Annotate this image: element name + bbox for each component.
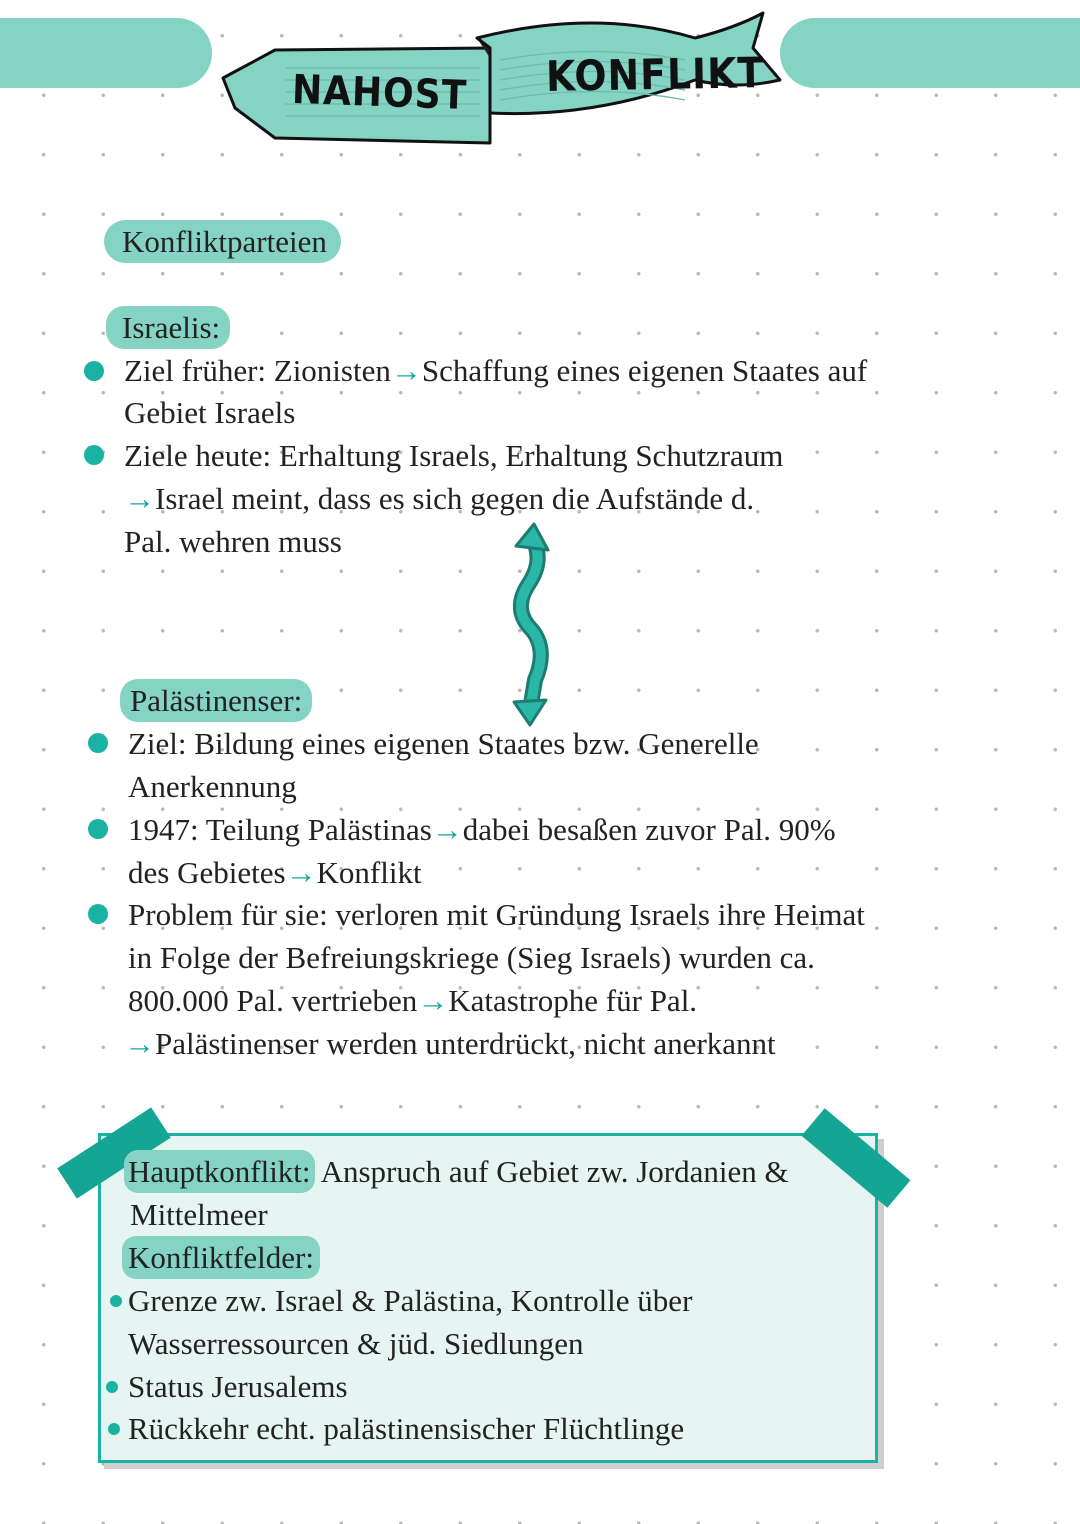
palestinians-problem-l3 bbox=[128, 979, 697, 1022]
palestinians-heading bbox=[120, 679, 312, 722]
bullet-icon bbox=[88, 819, 108, 839]
israelis-defense-text: Israel meint, dass es sich gegen die Aufstände d. bbox=[155, 481, 755, 516]
main-conflict-text: Anspruch auf Gebiet zw. Jordanien & bbox=[320, 1154, 789, 1189]
bullet-icon bbox=[88, 733, 108, 753]
palestinians-oppressed-text: Palästinenser werden unterdrückt, nicht anerkannt bbox=[155, 1026, 776, 1061]
israelis-goal-past-prefix: Ziel früher: Zionisten bbox=[124, 353, 391, 388]
palestinians-heading-text: Palästinenser: bbox=[120, 679, 312, 722]
bullet-icon bbox=[88, 904, 108, 924]
bullet-icon bbox=[108, 1423, 120, 1435]
israelis-goal-today-cont: Pal. wehren muss bbox=[124, 524, 342, 559]
header-bar-left bbox=[0, 18, 212, 88]
palestinians-problem-l3-prefix: 800.000 Pal. vertrieben bbox=[128, 983, 418, 1018]
arrow-icon: → bbox=[417, 983, 449, 1018]
main-conflict-cont: Mittelmeer bbox=[130, 1197, 268, 1232]
palestinians-goal-cont: Anerkennung bbox=[128, 769, 297, 804]
bullet-icon bbox=[84, 445, 104, 465]
double-headed-squiggle-arrow-icon bbox=[490, 520, 580, 730]
banner-title-left: NAHOST bbox=[291, 66, 468, 120]
israelis-goal-past bbox=[124, 349, 867, 392]
field-refugees: Rückkehr echt. palästinensischer Flüchtlinge bbox=[128, 1411, 685, 1446]
bullet-icon bbox=[110, 1295, 122, 1307]
banner-title-right: KONFLIKT bbox=[545, 48, 765, 101]
palestinians-goal: Ziel: Bildung eines eigenen Staates bzw. Generelle bbox=[128, 726, 759, 761]
bullet-icon bbox=[106, 1381, 118, 1393]
palestinians-problem: Problem für sie: verloren mit Gründung Israels ihre Heimat bbox=[128, 897, 865, 932]
field-border-cont: Wasserressourcen & jüd. Siedlungen bbox=[128, 1326, 584, 1361]
palestinians-partition bbox=[128, 808, 836, 851]
section-title-text: Konfliktparteien bbox=[104, 220, 341, 263]
arrow-icon: → bbox=[124, 481, 155, 516]
israelis-goal-past-suffix: Schaffung eines eigenen Staates auf bbox=[421, 353, 868, 388]
palestinians-partition-cont-prefix: des Gebietes bbox=[128, 855, 286, 890]
palestinians-problem-l4 bbox=[124, 1022, 776, 1065]
israelis-heading-text: Israelis: bbox=[106, 306, 230, 349]
main-conflict bbox=[124, 1150, 789, 1193]
field-border: Grenze zw. Israel & Palästina, Kontrolle über bbox=[128, 1283, 693, 1318]
palestinians-partition-prefix: 1947: Teilung Palästinas bbox=[128, 812, 432, 847]
palestinians-partition-cont bbox=[128, 851, 422, 894]
palestinians-partition-cont-suffix: Konflikt bbox=[316, 855, 422, 890]
israelis-heading bbox=[106, 306, 230, 349]
israelis-goal-today-arrow-line bbox=[124, 477, 754, 520]
arrow-icon: → bbox=[431, 812, 463, 847]
israelis-goal-today: Ziele heute: Erhaltung Israels, Erhaltung Schutzraum bbox=[124, 438, 784, 473]
palestinians-problem-l2: in Folge der Befreiungskriege (Sieg Israels) wurden ca. bbox=[128, 940, 815, 975]
main-conflict-label: Hauptkonflikt: bbox=[124, 1150, 315, 1193]
arrow-icon: → bbox=[124, 1026, 155, 1061]
palestinians-partition-suffix: dabei besaßen zuvor Pal. 90% bbox=[462, 812, 836, 847]
arrow-icon: → bbox=[390, 353, 422, 388]
section-title bbox=[104, 220, 341, 263]
arrow-icon: → bbox=[285, 855, 317, 890]
palestinians-problem-l3-suffix: Katastrophe für Pal. bbox=[448, 983, 698, 1018]
field-jerusalem: Status Jerusalems bbox=[128, 1369, 348, 1404]
conflict-fields-label: Konfliktfelder: bbox=[122, 1236, 320, 1279]
header-bar-right bbox=[780, 18, 1080, 88]
bullet-icon bbox=[84, 361, 104, 381]
israelis-goal-past-cont: Gebiet Israels bbox=[124, 395, 296, 430]
conflict-fields-heading bbox=[122, 1236, 320, 1279]
